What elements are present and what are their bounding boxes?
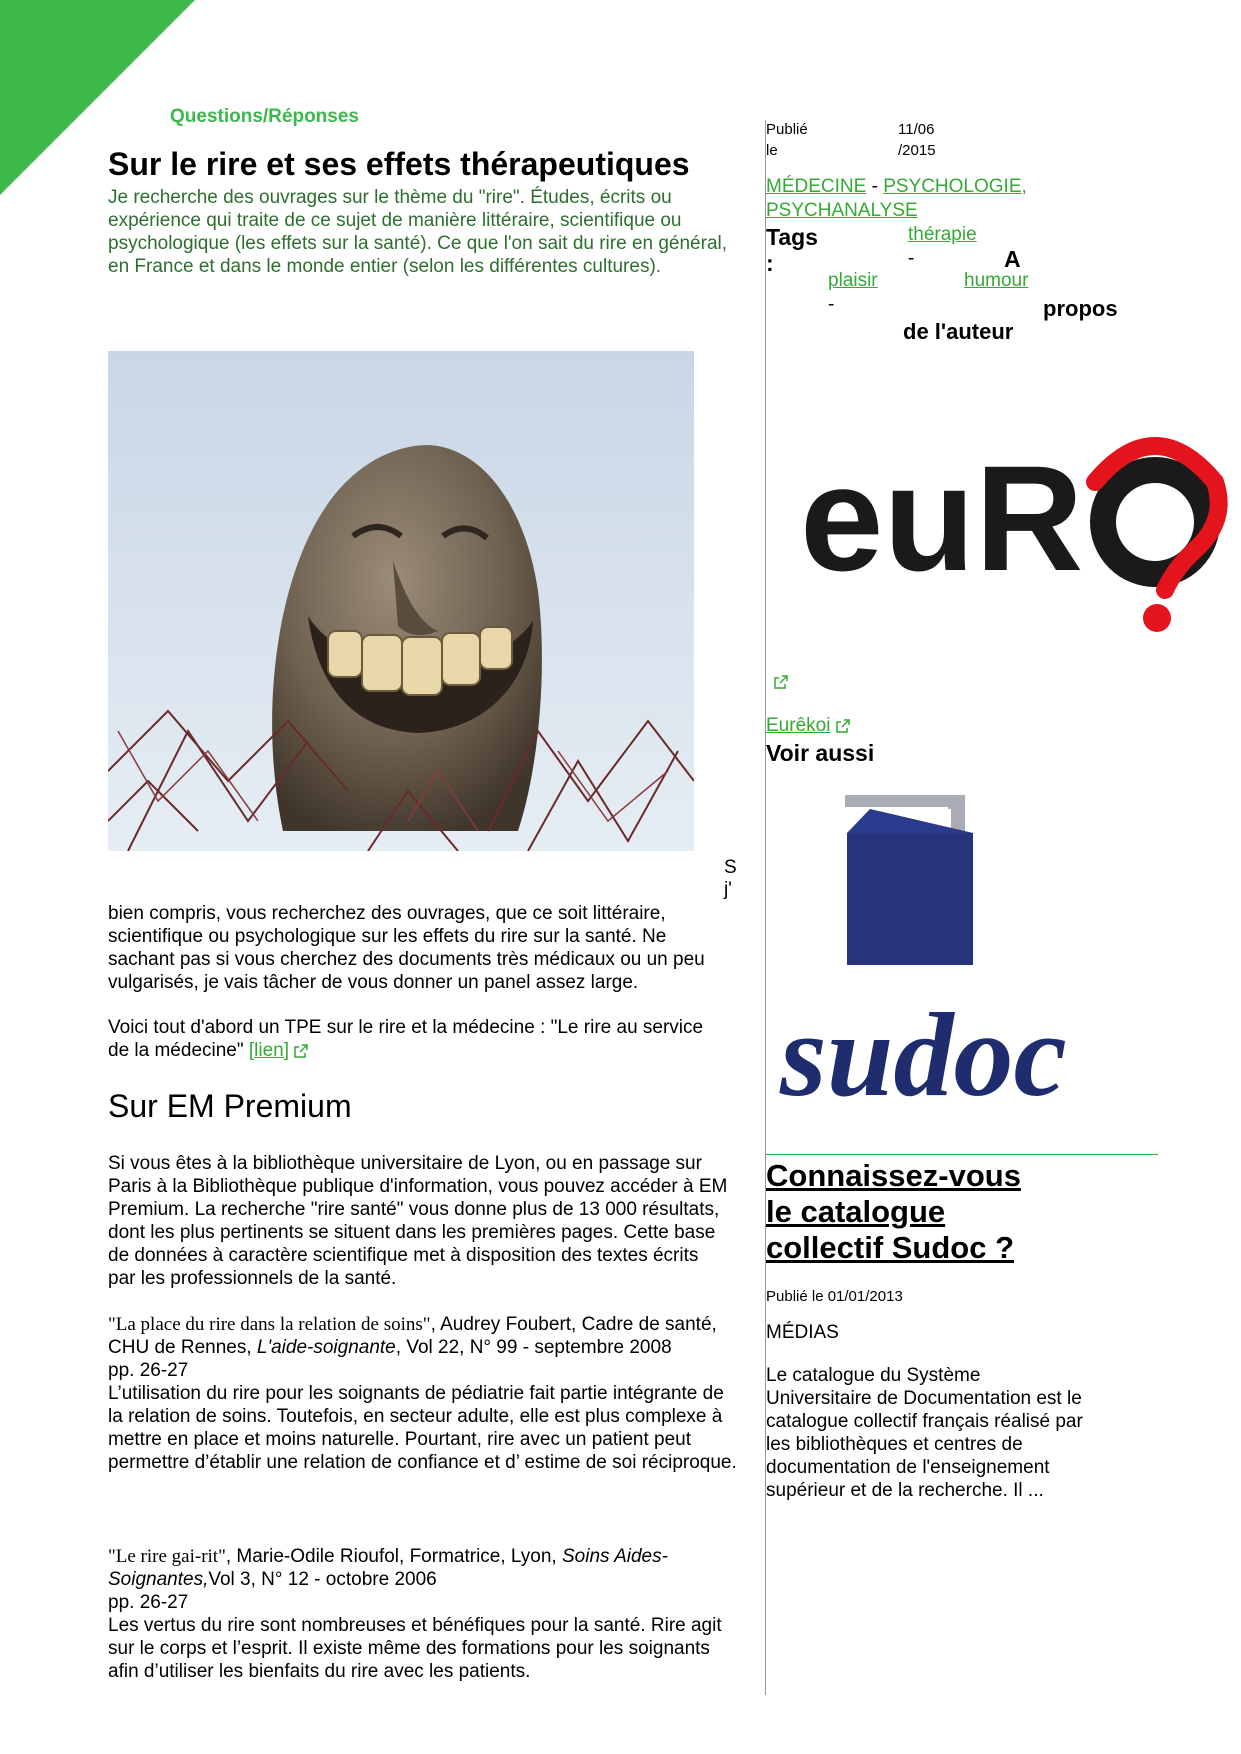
see-also-heading: Voir aussi [766, 740, 875, 766]
external-link-icon[interactable] [294, 1044, 308, 1058]
category-medecine-link[interactable]: MÉDECINE [766, 176, 867, 197]
page-title: Sur le rire et ses effets thérapeutiques [108, 146, 690, 182]
category-psychologie-link[interactable]: PSYCHOLOGIE, [883, 176, 1027, 197]
reference-2 [108, 1545, 738, 1683]
sudoc-logo[interactable] [775, 795, 1155, 1125]
em-premium-text: Si vous êtes à la bibliothèque universitaire de Lyon, ou en passage sur Paris à la Bibliothèque publique d'information, vous pouvez accéder à EM Premium. La recherche "rire santé" vous donne plus de 13 000 résultats, dont les plus pertinents se situent dans les premières pages. Cette base de données à caractère scientifique met à disposition des textes écrits par les professionnels de la santé. [108, 1153, 728, 1289]
external-link-icon[interactable] [836, 719, 850, 733]
sudoc-card-title[interactable] [766, 1158, 1156, 1266]
external-link-icon[interactable] [774, 673, 788, 691]
sidebar-separator [766, 1154, 1158, 1155]
eurekoi-link[interactable]: Eurêkoi [766, 715, 831, 736]
sudoc-card-title-line-2: le catalogue [766, 1194, 946, 1229]
logo-text: euR [800, 434, 1084, 602]
ref1-pages: pp. 26-27 [108, 1360, 189, 1381]
tpe-link[interactable]: [lien] [248, 1040, 290, 1061]
category-links [766, 176, 1027, 198]
tpe-paragraph [108, 1016, 728, 1062]
published-label-2: le [766, 142, 778, 159]
ref2-title: "Le rire gai-rit" [108, 1546, 226, 1567]
published-date-1: 11/06 [898, 121, 935, 138]
ref2-journal: Soins Aides-Soignantes, [108, 1546, 668, 1590]
tags-label: Tags [766, 224, 818, 250]
eurekoi-logo[interactable] [800, 420, 1230, 640]
ref1-journal: L'aide-soignante [256, 1337, 396, 1358]
category-label: Questions/Réponses [170, 106, 359, 127]
ref1-authors: , Audrey Foubert, Cadre de santé, CHU de Rennes, [108, 1314, 717, 1358]
ref2-authors: , Marie-Odile Rioufol, Formatrice, Lyon, [225, 1546, 562, 1567]
tpe-text: Voici tout d'abord un TPE sur le rire et la médecine : "Le rire au service de la médecine" [108, 1017, 704, 1061]
about-propos: propos [1043, 296, 1118, 321]
tag-plaisir-link[interactable]: plaisir [828, 270, 878, 291]
eurekoi-link-row [766, 715, 850, 737]
laughing-face-photo [108, 351, 694, 851]
ref2-summary: Les vertus du rire sont nombreuses et bénéfiques pour la santé. Rire agit sur le corps et l’esprit. Il existe même des formations pour les soignants afin d’utiliser les bienfaits du rire avec les patients. [108, 1615, 722, 1682]
ref1-title: "La place du rire dans la relation de soins" [108, 1314, 431, 1335]
tag-therapie-link[interactable]: thérapie [908, 224, 977, 245]
sudoc-text: sudoc [780, 988, 1067, 1121]
sudoc-card-date: Publié le 01/01/2013 [766, 1288, 903, 1305]
about-author: de l'auteur [903, 319, 1014, 344]
category-separator: - [871, 176, 878, 197]
reference-1 [108, 1313, 738, 1474]
clipped-text-1: S [724, 857, 737, 878]
published-label-1: Publié [766, 121, 808, 138]
category-psychanalyse-link[interactable]: PSYCHANALYSE [766, 200, 918, 221]
sudoc-card-title-line-3: collectif Sudoc ? [766, 1230, 1015, 1265]
section-heading: Sur EM Premium [108, 1088, 352, 1124]
tag-dash-2: - [828, 294, 835, 315]
published-date-2: /2015 [898, 142, 936, 159]
sudoc-card-category: MÉDIAS [766, 1322, 839, 1343]
ref1-summary: L’utilisation du rire pour les soignants de pédiatrie fait partie intégrante de la relation de soins. Toutefois, en secteur adulte, elle est plus complexe à mettre en place et moins naturelle. Pourtant, rire avec un patient peut permettre d’établir une relation de confiance et d’ estime de soi réciproque. [108, 1383, 737, 1473]
answer-intro: bien compris, vous recherchez des ouvrages, que ce soit littéraire, scientifique ou psychologique sur les effets du rire sur la santé. Ne sachant pas si vous cherchez des documents très médicaux ou un peu vulgarisés, je vais tâcher de vous donner un panel assez large. [108, 903, 705, 993]
ref2-details: Vol 3, N° 12 - octobre 2006 [208, 1569, 437, 1590]
tags-colon: : [766, 250, 774, 276]
sudoc-card-excerpt: Le catalogue du Système Universitaire de Documentation est le catalogue collectif français réalisé par les bibliothèques et centres de documentation de l'enseignement supérieur et de la recherche. Il ... [766, 1365, 1083, 1501]
ref2-pages: pp. 26-27 [108, 1592, 189, 1613]
sudoc-card-title-line-1: Connaissez-vous [766, 1158, 1021, 1193]
clipped-text-2: j' [724, 879, 732, 900]
about-a: A [1004, 246, 1021, 272]
tag-dash-1: - [908, 248, 915, 269]
tag-humour-link[interactable]: humour [964, 270, 1029, 291]
ref1-details: , Vol 22, N° 99 - septembre 2008 [395, 1337, 672, 1358]
question-text: Je recherche des ouvrages sur le thème du "rire". Études, écrits ou expérience qui traite de ce sujet de manière littéraire, scientifique ou psychologique (les effets sur la santé). Ce que l'on sait du rire en général, en France et dans le monde entier (selon les différentes cultures). [108, 187, 728, 277]
